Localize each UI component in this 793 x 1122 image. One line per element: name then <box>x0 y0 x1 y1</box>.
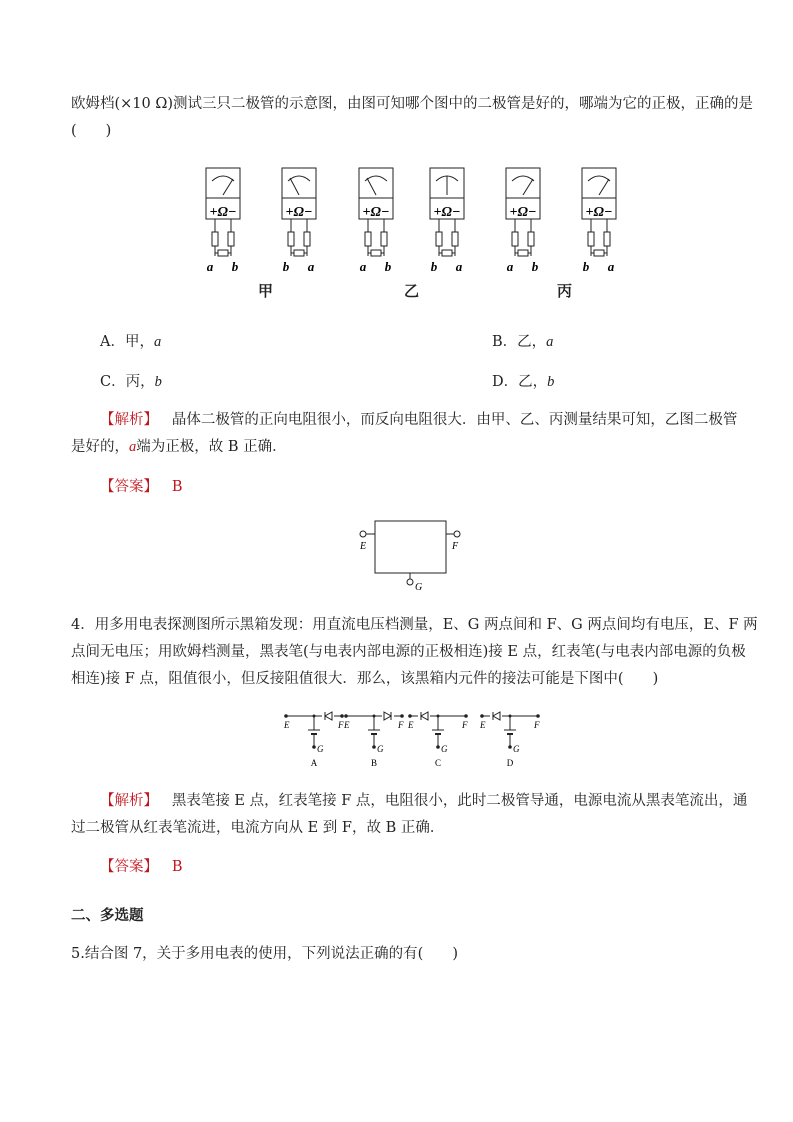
terminal-label: F <box>534 720 540 730</box>
probe-handle <box>452 232 458 246</box>
multimeter <box>582 168 616 274</box>
circuit-option-label: C <box>434 758 442 768</box>
q4-analysis-text1: 黑表笔接 E 点，红表笔接 F 点，电阻很小，此时二极管导通，电源电流从黑表笔流出，通 <box>171 793 748 809</box>
q4-answer-value: B <box>171 859 183 875</box>
probe-handle <box>365 232 371 246</box>
terminal-label: E <box>480 720 486 730</box>
q3-answer-tag: 【答案】 <box>100 479 158 495</box>
circuit-options-figure <box>0 703 793 773</box>
label-e: E <box>360 541 367 552</box>
diode-under-test <box>518 250 528 256</box>
terminal-label: G <box>513 744 520 754</box>
option-a[interactable] <box>100 330 161 351</box>
option-a-var: a <box>153 334 162 350</box>
probe-handle <box>228 232 234 246</box>
q3-answer-value: B <box>171 479 183 495</box>
probe-handle <box>436 232 442 246</box>
q5-stem: 5.结合图 7，关于多用电表的使用，下列说法正确的有( ) <box>71 946 458 962</box>
probe-end-label: a <box>455 259 463 274</box>
diode-symbol <box>382 711 394 721</box>
multimeter <box>430 168 464 274</box>
meter-needle <box>223 179 233 195</box>
probe-end-label: b <box>430 259 438 274</box>
diode-under-test <box>442 250 452 256</box>
diode-symbol <box>490 711 502 721</box>
terminal-label: E <box>344 720 350 730</box>
diode-under-test <box>594 250 604 256</box>
q3-analysis-var: a <box>129 439 137 455</box>
terminal-label: G <box>317 744 324 754</box>
probe-end-label: b <box>282 259 290 274</box>
option-d-var: b <box>547 374 555 390</box>
group-label-yi: 乙 <box>404 282 420 300</box>
q4-answer-tag: 【答案】 <box>100 859 158 875</box>
probe-end-label: b <box>231 259 239 274</box>
terminal-label: F <box>338 720 344 730</box>
multimeter-figure <box>0 162 793 292</box>
q3-analysis-line2 <box>71 434 287 460</box>
q4-analysis-line1 <box>100 788 747 814</box>
terminal-e <box>360 531 366 537</box>
q4-analysis-tag: 【解析】 <box>100 793 158 809</box>
q3-analysis-tag: 【解析】 <box>100 412 158 428</box>
q4-answer <box>100 854 182 880</box>
multimeter <box>506 168 540 274</box>
black-box-rect <box>375 521 446 573</box>
q3-answer <box>100 474 182 500</box>
q3-stem-line2: ( ) <box>71 123 112 139</box>
q3-analysis-line1 <box>100 407 737 433</box>
meter-face-label: +Ω− <box>362 205 390 220</box>
q4-stem-line1: 4．用多用电表探测图所示黑箱发现：用直流电压档测量，E、G 两点间和 F、G 两点间均有电压，E、F 两 <box>71 617 758 633</box>
option-b[interactable] <box>492 330 553 351</box>
probe-end-label: a <box>506 259 514 274</box>
meter-face-label: +Ω− <box>585 205 613 220</box>
q3-stem-line1: 欧姆档(×10 Ω)测试三只二极管的示意图，由图可知哪个图中的二极管是好的，哪端为它的正极，正确的是 <box>71 96 754 112</box>
terminal-label: F <box>398 720 404 730</box>
probe-end-label: b <box>531 259 539 274</box>
meter-face-label: +Ω− <box>285 205 313 220</box>
multimeter <box>206 168 240 274</box>
circuit-option-label: B <box>370 758 378 768</box>
probe-handle <box>288 232 294 246</box>
meter-scale-arc <box>588 176 610 181</box>
terminal-label: G <box>377 744 384 754</box>
circuit-option-b <box>343 711 404 768</box>
probe-end-label: a <box>206 259 214 274</box>
option-c-text: C．丙， <box>100 374 155 390</box>
meter-face-label: +Ω− <box>509 205 537 220</box>
meter-needle <box>367 178 376 195</box>
q4-analysis-line2: 过二极管从红表笔流进，电流方向从 E 到 F，故 B 正确． <box>71 820 445 836</box>
black-box-figure <box>0 512 793 592</box>
probe-end-label: b <box>582 259 590 274</box>
option-b-var: a <box>546 334 554 350</box>
terminal-label: E <box>408 720 414 730</box>
multimeter <box>282 168 316 274</box>
probe-handle <box>528 232 534 246</box>
option-d-text: D．乙， <box>492 374 548 390</box>
circuit-option-label: D <box>506 758 514 768</box>
q3-analysis-text2b: 端为正极，故 B 正确． <box>136 439 287 455</box>
probe-end-label: a <box>607 259 615 274</box>
probe-handle <box>304 232 310 246</box>
probe-handle <box>381 232 387 246</box>
diode-symbol <box>418 711 430 721</box>
meter-scale-arc <box>512 176 534 181</box>
terminal-g <box>407 579 413 585</box>
probe-end-label: a <box>307 259 315 274</box>
option-c-var: b <box>154 374 162 390</box>
probe-handle <box>588 232 594 246</box>
group-label-jia: 甲 <box>258 282 274 300</box>
option-a-text: A．甲， <box>100 334 154 350</box>
probe-handle <box>212 232 218 246</box>
diode-under-test <box>371 250 381 256</box>
multimeter <box>359 168 393 274</box>
diode-under-test <box>218 250 228 256</box>
label-f: F <box>452 541 459 552</box>
meter-scale-arc <box>212 176 234 181</box>
q4-stem-line2: 点间无电压；用欧姆档测量，黑表笔(与电表内部电源的正极相连)接 E 点，红表笔(与电表内部电源的负极 <box>71 644 746 660</box>
terminal-label: F <box>462 720 468 730</box>
meter-needle <box>599 179 609 195</box>
section-title: 二、多选题 <box>71 907 144 924</box>
label-g: G <box>415 582 423 592</box>
option-d[interactable] <box>492 370 554 391</box>
meter-face-label: +Ω− <box>209 205 237 220</box>
group-label-bing: 丙 <box>557 282 573 300</box>
meter-face-label: +Ω− <box>433 205 461 220</box>
circuit-option-d <box>479 711 540 768</box>
diode-under-test <box>294 250 304 256</box>
circuit-option-label: A <box>310 758 318 768</box>
circuit-option-c <box>407 711 468 768</box>
probe-end-label: b <box>384 259 392 274</box>
option-b-text: B．乙， <box>492 334 547 350</box>
q4-stem-line3: 相连)接 F 点，阻值很小，但反接阻值很大．那么，该黑箱内元件的接法可能是下图中( ) <box>71 671 659 687</box>
circuit-option-a <box>283 711 344 768</box>
terminal-label: G <box>441 744 448 754</box>
terminal-f <box>454 531 460 537</box>
diode-symbol <box>322 711 334 721</box>
terminal-label: E <box>284 720 290 730</box>
q3-analysis-text2a: 是好的， <box>71 439 129 455</box>
q3-analysis-text1: 晶体二极管的正向电阻很小，而反向电阻很大．由甲、乙、丙测量结果可知，乙图二极管 <box>171 412 738 428</box>
probe-handle <box>512 232 518 246</box>
meter-needle <box>523 179 533 195</box>
meter-needle <box>290 178 299 195</box>
probe-end-label: a <box>359 259 367 274</box>
probe-handle <box>604 232 610 246</box>
option-c[interactable] <box>100 370 162 391</box>
